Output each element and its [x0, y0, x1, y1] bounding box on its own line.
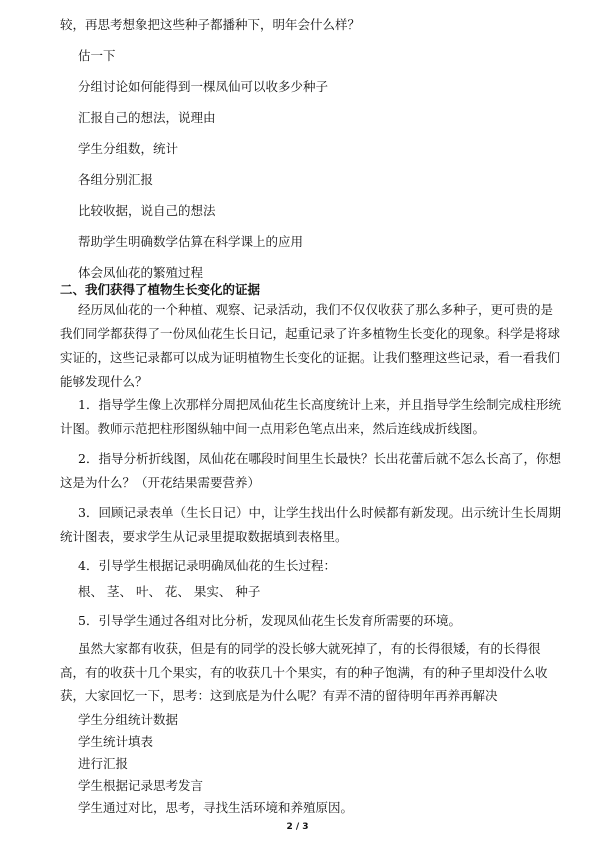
- text-line: 分组讨论如何能得到一棵凤仙可以收多少种子: [78, 79, 329, 94]
- text-line: 2．指导分析折线图，凤仙花在哪段时间里生长最快？长出花蕾后就不怎么长高了，你想: [78, 451, 561, 466]
- text-line: 4．引导学生根据记录明确凤仙花的生长过程：: [78, 558, 336, 573]
- text-line: 根、 茎、 叶、 花、 果实、 种子: [78, 584, 261, 599]
- text-line: 学生统计填表: [78, 734, 154, 749]
- text-line: 经历凤仙花的一个种植、观察、记录活动，我们不仅仅收获了那么多种子，更可贵的是: [78, 302, 554, 317]
- page-number: 2 / 3: [286, 822, 309, 832]
- text-line: 各组分别汇报: [78, 172, 154, 187]
- text-line: 体会凤仙花的繁殖过程: [78, 265, 204, 280]
- text-line: 比较收据，说自己的想法: [78, 203, 216, 218]
- text-line: 较，再思考想象把这些种子都播种下，明年会什么样？: [60, 17, 361, 32]
- text-line: 学生分组数，统计: [78, 141, 179, 156]
- text-line: 这是为什么？（开花结果需要营养）: [60, 475, 261, 490]
- text-line: 学生通过对比，思考，寻找生活环境和养殖原因。: [78, 800, 354, 815]
- text-line: 汇报自己的想法，说理由: [78, 110, 216, 125]
- text-line: 高，有的收获十几个果实，有的收获几十个果实，有的种子饱满，有的种子里却没什么收: [60, 665, 548, 680]
- text-line: 我们同学都获得了一份凤仙花生长日记，起重记录了许多植物生长变化的现象。科学是将球: [60, 326, 561, 341]
- section-heading: 二、我们获得了植物生长变化的证据: [60, 282, 261, 297]
- text-line: 计图。教师示范把柱形图纵轴中间一点用彩色笔点出来，然后连线成折线图。: [60, 421, 486, 436]
- text-line: 学生分组统计数据: [78, 712, 179, 727]
- text-line: 5．引导学生通过各组对比分析，发现凤仙花生长发育所需要的环境。: [78, 613, 461, 628]
- text-line: 虽然大家都有收获，但是有的同学的没长够大就死掉了，有的长得很矮，有的长得很: [78, 641, 541, 656]
- text-line: 进行汇报: [78, 756, 129, 771]
- text-line: 获，大家回忆一下，思考：这到底是为什么呢？有弄不清的留待明年再养再解决: [60, 688, 498, 703]
- text-line: 统计图表，要求学生从记录里提取数据填到表格里。: [60, 529, 348, 544]
- text-line: 能够发现什么？: [60, 374, 148, 389]
- text-line: 学生根据记录思考发言: [78, 778, 204, 793]
- text-line: 1．指导学生像上次那样分周把凤仙花生长高度统计上来，并且指导学生绘制完成柱形统: [78, 397, 561, 412]
- text-line: 3．回顾记录表单（生长日记）中，让学生找出什么时候都有新发现。出示统计生长周期: [78, 505, 561, 520]
- text-line: 实证的，这些记录都可以成为证明植物生长变化的证据。让我们整理这些记录，看一看我们: [60, 350, 561, 365]
- text-line: 帮助学生明确数学估算在科学课上的应用: [78, 234, 304, 249]
- text-line: 估一下: [78, 48, 116, 63]
